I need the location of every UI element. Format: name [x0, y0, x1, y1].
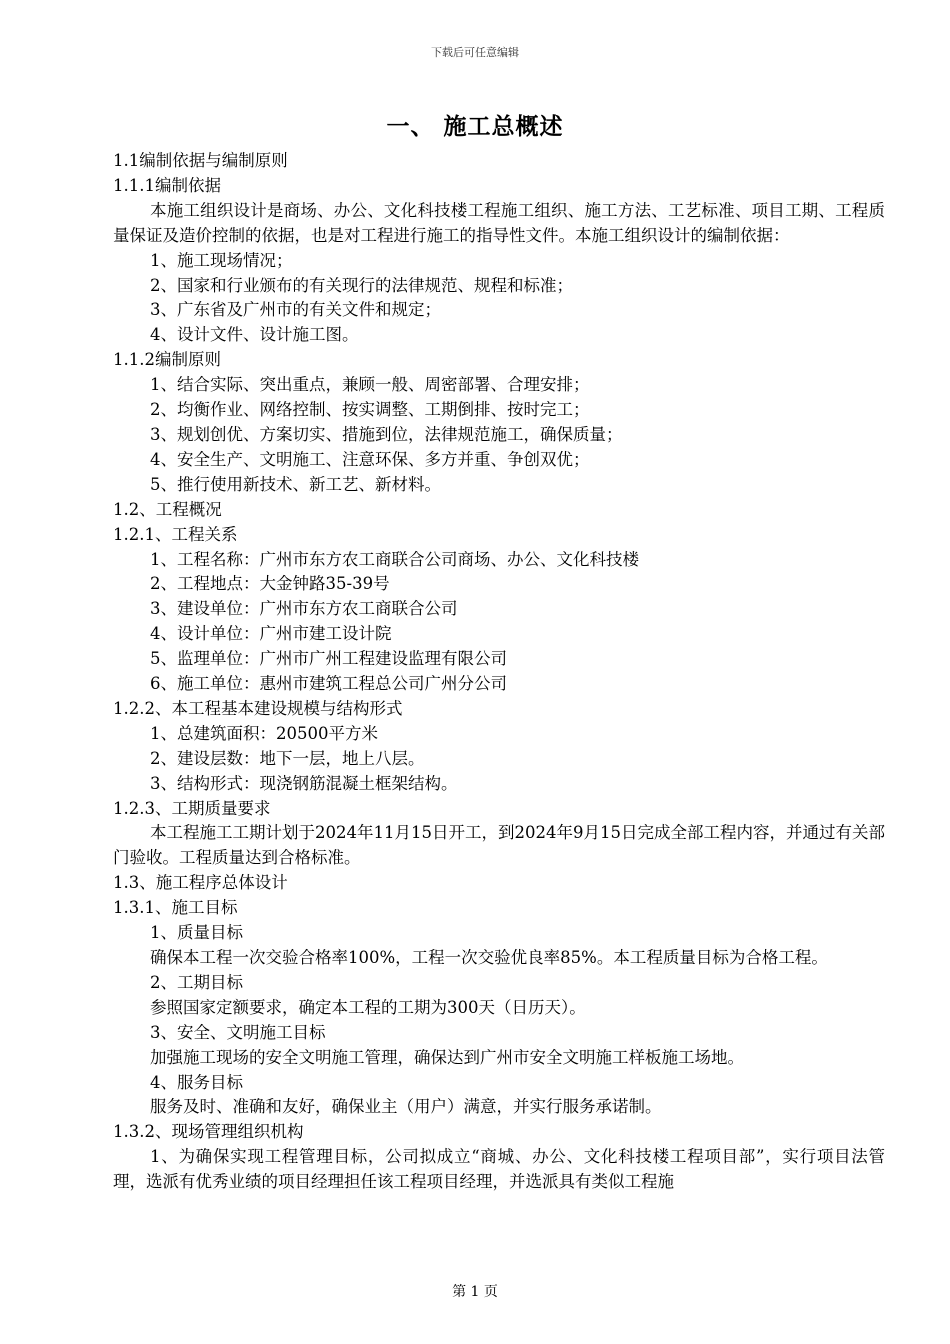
list-item: 2、建设层数：地下一层，地上八层。 [150, 748, 425, 768]
list-item: 1、结合实际、突出重点，兼顾一般、周密部署、合理安排； [150, 375, 590, 395]
paragraph: 确保本工程一次交验合格率100%，工程一次交验优良率85%。本工程质量目标为合格工程。 [150, 948, 828, 967]
section-heading: 1.2.2、本工程基本建设规模与结构形式 [113, 698, 403, 718]
section-heading: 1.2.3、工期质量要求 [113, 798, 271, 818]
section-heading: 1.1.2编制原则 [113, 350, 221, 370]
section-heading: 1.2.1、工程关系 [113, 524, 238, 544]
section-heading: 1.1编制依据与编制原则 [113, 151, 288, 170]
paragraph: 本施工组织设计是商场、办公、文化科技楼工程施工组织、施工方法、工艺标准、项目工期、工程质量保证及造价控制的依据，也是对工程进行施工的指导性文件。本施工组织设计的编制依据： [113, 200, 885, 245]
list-item: 1、总建筑面积：20500平方米 [150, 723, 378, 743]
list-item: 加强施工现场的安全文明施工管理，确保达到广州市安全文明施工样板施工场地。 [150, 1047, 744, 1067]
paragraph: 本工程施工工期计划于2024年11月15日开工，到2024年9月15日完成全部工程内容，并通过有关部门验收。工程质量达到合格标准。 [113, 823, 885, 868]
list-item: 1、质量目标 [150, 923, 243, 943]
list-item: 3、建设单位：广州市东方农工商联合公司 [150, 599, 458, 619]
section-heading: 1.3.2、现场管理组织机构 [113, 1122, 304, 1142]
list-item: 4、服务目标 [150, 1072, 243, 1092]
list-item: 1、施工现场情况； [150, 250, 293, 270]
list-item: 4、设计文件、设计施工图。 [150, 325, 359, 345]
section-heading: 1.2、工程概况 [113, 499, 222, 519]
section-heading: 1.1.1编制依据 [113, 175, 221, 195]
list-item: 1、工程名称：广州市东方农工商联合公司商场、办公、文化科技楼 [150, 549, 639, 569]
list-item: 2、工程地点：大金钟路35-39号 [150, 574, 390, 594]
paragraph: 1、为确保实现工程管理目标，公司拟成立“商城、办公、文化科技楼工程项目部”，实行项目法管理，选派有优秀业绩的项目经理担任该工程项目经理，并选派具有类似工程施 [113, 1147, 885, 1192]
list-item: 4、安全生产、文明施工、注意环保、多方并重、争创双优； [150, 449, 590, 469]
list-item: 2、工期目标 [150, 972, 243, 992]
list-item: 5、推行使用新技术、新工艺、新材料。 [150, 474, 441, 494]
list-item: 3、广东省及广州市的有关文件和规定； [150, 300, 441, 320]
section-heading: 1.3.1、施工目标 [113, 898, 238, 918]
list-item: 3、安全、文明施工目标 [150, 1022, 326, 1042]
list-item: 服务及时、准确和友好，确保业主（用户）满意，并实行服务承诺制。 [150, 1097, 662, 1117]
list-item: 2、国家和行业颁布的有关现行的法律规范、规程和标准； [150, 275, 573, 295]
list-item: 3、结构形式：现浇钢筋混凝土框架结构。 [150, 773, 458, 793]
list-item: 2、均衡作业、网络控制、按实调整、工期倒排、按时完工； [150, 400, 590, 420]
list-item: 参照国家定额要求，确定本工程的工期为300天（日历天）。 [150, 997, 586, 1017]
page-header: 下载后可任意编辑 [431, 46, 519, 59]
list-item: 6、施工单位：惠州市建筑工程总公司广州分公司 [150, 674, 507, 694]
document-body [113, 149, 885, 1195]
section-heading: 1.3、施工程序总体设计 [113, 873, 288, 893]
section-title: 一、 施工总概述 [386, 114, 564, 140]
list-item: 3、规划创优、方案切实、措施到位，法律规范施工，确保质量； [150, 424, 623, 444]
list-item: 5、监理单位：广州市广州工程建设监理有限公司 [150, 649, 507, 669]
page-number: 第 1 页 [452, 1284, 498, 1300]
list-item: 4、设计单位：广州市建工设计院 [150, 624, 392, 644]
